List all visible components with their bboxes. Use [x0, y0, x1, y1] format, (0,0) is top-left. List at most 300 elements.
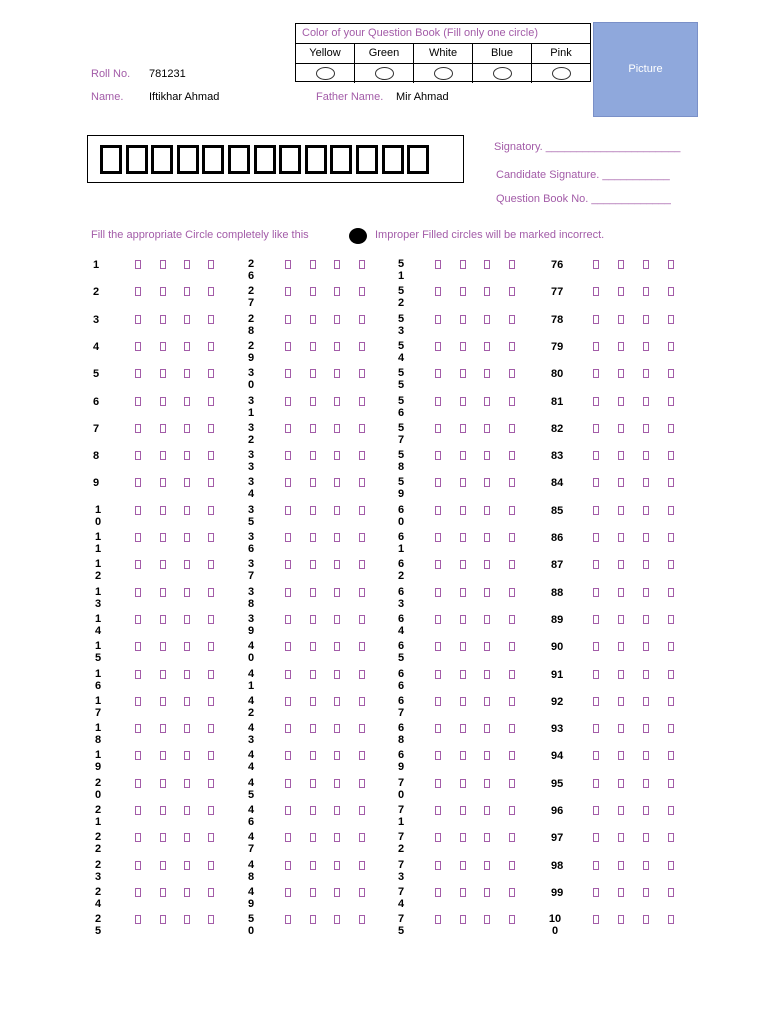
answer-option-box[interactable] — [509, 751, 515, 760]
answer-option-box[interactable] — [643, 451, 649, 460]
answer-option-box[interactable] — [593, 506, 599, 515]
answer-option-box[interactable] — [668, 397, 674, 406]
answer-option-box[interactable] — [285, 451, 291, 460]
answer-option-box[interactable] — [184, 833, 190, 842]
answer-option-box[interactable] — [593, 833, 599, 842]
answer-option-box[interactable] — [643, 833, 649, 842]
roll-digit-box[interactable] — [356, 145, 378, 174]
answer-option-box[interactable] — [643, 888, 649, 897]
answer-option-box[interactable] — [593, 806, 599, 815]
answer-option-box[interactable] — [160, 451, 166, 460]
answer-option-box[interactable] — [509, 642, 515, 651]
answer-option-box[interactable] — [643, 588, 649, 597]
answer-option-box[interactable] — [668, 915, 674, 924]
answer-option-box[interactable] — [184, 451, 190, 460]
answer-option-box[interactable] — [593, 615, 599, 624]
answer-option-box[interactable] — [643, 642, 649, 651]
answer-option-box[interactable] — [208, 315, 214, 324]
answer-option-box[interactable] — [618, 588, 624, 597]
answer-option-box[interactable] — [509, 806, 515, 815]
answer-option-box[interactable] — [484, 506, 490, 515]
answer-option-box[interactable] — [334, 751, 340, 760]
roll-digit-box[interactable] — [202, 145, 224, 174]
answer-option-box[interactable] — [359, 533, 365, 542]
answer-option-box[interactable] — [285, 287, 291, 296]
answer-option-box[interactable] — [334, 506, 340, 515]
answer-option-box[interactable] — [184, 888, 190, 897]
answer-option-box[interactable] — [593, 397, 599, 406]
answer-option-box[interactable] — [509, 615, 515, 624]
answer-option-box[interactable] — [208, 397, 214, 406]
answer-option-box[interactable] — [135, 342, 141, 351]
answer-option-box[interactable] — [310, 806, 316, 815]
answer-option-box[interactable] — [484, 861, 490, 870]
answer-option-box[interactable] — [160, 315, 166, 324]
answer-option-box[interactable] — [460, 260, 466, 269]
answer-option-box[interactable] — [593, 287, 599, 296]
answer-option-box[interactable] — [643, 506, 649, 515]
answer-option-box[interactable] — [359, 560, 365, 569]
answer-option-box[interactable] — [484, 369, 490, 378]
answer-option-box[interactable] — [435, 342, 441, 351]
answer-option-box[interactable] — [509, 670, 515, 679]
answer-option-box[interactable] — [618, 779, 624, 788]
answer-option-box[interactable] — [285, 615, 291, 624]
answer-option-box[interactable] — [334, 451, 340, 460]
answer-option-box[interactable] — [593, 724, 599, 733]
answer-option-box[interactable] — [460, 560, 466, 569]
answer-option-box[interactable] — [285, 861, 291, 870]
answer-option-box[interactable] — [135, 615, 141, 624]
answer-option-box[interactable] — [618, 533, 624, 542]
answer-option-box[interactable] — [310, 751, 316, 760]
answer-option-box[interactable] — [208, 506, 214, 515]
answer-option-box[interactable] — [334, 315, 340, 324]
answer-option-box[interactable] — [435, 451, 441, 460]
answer-option-box[interactable] — [359, 615, 365, 624]
answer-option-box[interactable] — [509, 779, 515, 788]
answer-option-box[interactable] — [184, 506, 190, 515]
answer-option-box[interactable] — [618, 287, 624, 296]
answer-option-box[interactable] — [460, 397, 466, 406]
answer-option-box[interactable] — [285, 369, 291, 378]
answer-option-box[interactable] — [509, 287, 515, 296]
answer-option-box[interactable] — [460, 861, 466, 870]
answer-option-box[interactable] — [160, 615, 166, 624]
answer-option-box[interactable] — [509, 260, 515, 269]
answer-option-box[interactable] — [460, 588, 466, 597]
answer-option-box[interactable] — [334, 724, 340, 733]
answer-option-box[interactable] — [160, 642, 166, 651]
roll-digit-box[interactable] — [151, 145, 173, 174]
answer-option-box[interactable] — [310, 342, 316, 351]
answer-option-box[interactable] — [618, 315, 624, 324]
answer-option-box[interactable] — [184, 697, 190, 706]
answer-option-box[interactable] — [484, 615, 490, 624]
answer-option-box[interactable] — [484, 888, 490, 897]
answer-option-box[interactable] — [184, 397, 190, 406]
answer-option-box[interactable] — [435, 751, 441, 760]
answer-option-box[interactable] — [135, 533, 141, 542]
answer-option-box[interactable] — [668, 833, 674, 842]
answer-option-box[interactable] — [160, 397, 166, 406]
answer-option-box[interactable] — [618, 833, 624, 842]
answer-option-box[interactable] — [359, 697, 365, 706]
answer-option-box[interactable] — [160, 506, 166, 515]
answer-option-box[interactable] — [593, 642, 599, 651]
answer-option-box[interactable] — [643, 424, 649, 433]
answer-option-box[interactable] — [359, 315, 365, 324]
answer-option-box[interactable] — [509, 588, 515, 597]
answer-option-box[interactable] — [618, 560, 624, 569]
answer-option-box[interactable] — [460, 915, 466, 924]
answer-option-box[interactable] — [359, 506, 365, 515]
answer-option-box[interactable] — [208, 833, 214, 842]
answer-option-box[interactable] — [509, 724, 515, 733]
answer-option-box[interactable] — [668, 615, 674, 624]
answer-option-box[interactable] — [435, 806, 441, 815]
answer-option-box[interactable] — [334, 560, 340, 569]
answer-option-box[interactable] — [208, 779, 214, 788]
answer-option-box[interactable] — [208, 369, 214, 378]
answer-option-box[interactable] — [135, 260, 141, 269]
answer-option-box[interactable] — [460, 506, 466, 515]
answer-option-box[interactable] — [593, 478, 599, 487]
answer-option-box[interactable] — [509, 315, 515, 324]
answer-option-box[interactable] — [359, 478, 365, 487]
answer-option-box[interactable] — [208, 588, 214, 597]
answer-option-box[interactable] — [618, 697, 624, 706]
answer-option-box[interactable] — [160, 724, 166, 733]
answer-option-box[interactable] — [643, 615, 649, 624]
answer-option-box[interactable] — [310, 642, 316, 651]
answer-option-box[interactable] — [668, 342, 674, 351]
answer-option-box[interactable] — [435, 397, 441, 406]
answer-option-box[interactable] — [460, 287, 466, 296]
answer-option-box[interactable] — [435, 724, 441, 733]
answer-option-box[interactable] — [310, 424, 316, 433]
answer-option-box[interactable] — [359, 670, 365, 679]
roll-digit-box[interactable] — [228, 145, 250, 174]
answer-option-box[interactable] — [184, 915, 190, 924]
answer-option-box[interactable] — [359, 342, 365, 351]
answer-option-box[interactable] — [160, 697, 166, 706]
answer-option-box[interactable] — [184, 342, 190, 351]
answer-option-box[interactable] — [135, 861, 141, 870]
answer-option-box[interactable] — [285, 806, 291, 815]
answer-option-box[interactable] — [359, 369, 365, 378]
answer-option-box[interactable] — [285, 888, 291, 897]
answer-option-box[interactable] — [484, 260, 490, 269]
answer-option-box[interactable] — [435, 287, 441, 296]
answer-option-box[interactable] — [509, 451, 515, 460]
answer-option-box[interactable] — [668, 260, 674, 269]
answer-option-box[interactable] — [184, 615, 190, 624]
answer-option-box[interactable] — [285, 478, 291, 487]
answer-option-box[interactable] — [208, 533, 214, 542]
answer-option-box[interactable] — [484, 315, 490, 324]
answer-option-box[interactable] — [359, 260, 365, 269]
answer-option-box[interactable] — [509, 888, 515, 897]
answer-option-box[interactable] — [184, 642, 190, 651]
answer-option-box[interactable] — [334, 342, 340, 351]
answer-option-box[interactable] — [160, 342, 166, 351]
roll-digit-box[interactable] — [126, 145, 148, 174]
answer-option-box[interactable] — [310, 315, 316, 324]
answer-option-box[interactable] — [668, 451, 674, 460]
answer-option-box[interactable] — [460, 369, 466, 378]
answer-option-box[interactable] — [135, 588, 141, 597]
roll-digit-box[interactable] — [279, 145, 301, 174]
answer-option-box[interactable] — [184, 533, 190, 542]
color-white-circle[interactable] — [434, 67, 453, 80]
answer-option-box[interactable] — [208, 697, 214, 706]
answer-option-box[interactable] — [643, 287, 649, 296]
answer-option-box[interactable] — [285, 670, 291, 679]
answer-option-box[interactable] — [184, 315, 190, 324]
answer-option-box[interactable] — [359, 642, 365, 651]
roll-digit-box[interactable] — [177, 145, 199, 174]
answer-option-box[interactable] — [643, 670, 649, 679]
answer-option-box[interactable] — [160, 915, 166, 924]
answer-option-box[interactable] — [509, 861, 515, 870]
answer-option-box[interactable] — [668, 642, 674, 651]
answer-option-box[interactable] — [618, 260, 624, 269]
answer-option-box[interactable] — [593, 861, 599, 870]
answer-option-box[interactable] — [208, 642, 214, 651]
answer-option-box[interactable] — [184, 588, 190, 597]
answer-option-box[interactable] — [135, 424, 141, 433]
answer-option-box[interactable] — [484, 287, 490, 296]
answer-option-box[interactable] — [460, 697, 466, 706]
answer-option-box[interactable] — [460, 888, 466, 897]
answer-option-box[interactable] — [359, 424, 365, 433]
answer-option-box[interactable] — [135, 915, 141, 924]
answer-option-box[interactable] — [593, 342, 599, 351]
answer-option-box[interactable] — [435, 260, 441, 269]
answer-option-box[interactable] — [208, 888, 214, 897]
answer-option-box[interactable] — [160, 533, 166, 542]
answer-option-box[interactable] — [484, 915, 490, 924]
answer-option-box[interactable] — [359, 888, 365, 897]
answer-option-box[interactable] — [460, 724, 466, 733]
answer-option-box[interactable] — [593, 779, 599, 788]
answer-option-box[interactable] — [310, 588, 316, 597]
answer-option-box[interactable] — [285, 915, 291, 924]
answer-option-box[interactable] — [334, 888, 340, 897]
answer-option-box[interactable] — [310, 724, 316, 733]
answer-option-box[interactable] — [668, 888, 674, 897]
answer-option-box[interactable] — [460, 751, 466, 760]
answer-option-box[interactable] — [484, 560, 490, 569]
answer-option-box[interactable] — [285, 424, 291, 433]
answer-option-box[interactable] — [593, 888, 599, 897]
answer-option-box[interactable] — [310, 260, 316, 269]
answer-option-box[interactable] — [435, 833, 441, 842]
answer-option-box[interactable] — [208, 724, 214, 733]
answer-option-box[interactable] — [484, 697, 490, 706]
answer-option-box[interactable] — [460, 670, 466, 679]
answer-option-box[interactable] — [643, 724, 649, 733]
answer-option-box[interactable] — [668, 697, 674, 706]
answer-option-box[interactable] — [460, 315, 466, 324]
answer-option-box[interactable] — [593, 260, 599, 269]
answer-option-box[interactable] — [509, 697, 515, 706]
answer-option-box[interactable] — [509, 833, 515, 842]
answer-option-box[interactable] — [435, 861, 441, 870]
answer-option-box[interactable] — [618, 451, 624, 460]
answer-option-box[interactable] — [310, 369, 316, 378]
answer-option-box[interactable] — [285, 342, 291, 351]
answer-option-box[interactable] — [310, 861, 316, 870]
answer-option-box[interactable] — [484, 451, 490, 460]
answer-option-box[interactable] — [310, 888, 316, 897]
answer-option-box[interactable] — [334, 478, 340, 487]
answer-option-box[interactable] — [509, 915, 515, 924]
answer-option-box[interactable] — [359, 779, 365, 788]
answer-option-box[interactable] — [435, 697, 441, 706]
answer-option-box[interactable] — [509, 369, 515, 378]
answer-option-box[interactable] — [668, 806, 674, 815]
answer-option-box[interactable] — [618, 670, 624, 679]
answer-option-box[interactable] — [208, 260, 214, 269]
answer-option-box[interactable] — [618, 478, 624, 487]
answer-option-box[interactable] — [160, 424, 166, 433]
answer-option-box[interactable] — [643, 397, 649, 406]
answer-option-box[interactable] — [208, 560, 214, 569]
answer-option-box[interactable] — [208, 670, 214, 679]
answer-option-box[interactable] — [160, 888, 166, 897]
answer-option-box[interactable] — [359, 915, 365, 924]
answer-option-box[interactable] — [208, 861, 214, 870]
answer-option-box[interactable] — [184, 424, 190, 433]
answer-option-box[interactable] — [208, 342, 214, 351]
roll-digit-box[interactable] — [330, 145, 352, 174]
answer-option-box[interactable] — [208, 751, 214, 760]
answer-option-box[interactable] — [593, 670, 599, 679]
answer-option-box[interactable] — [435, 424, 441, 433]
answer-option-box[interactable] — [618, 751, 624, 760]
answer-option-box[interactable] — [334, 670, 340, 679]
answer-option-box[interactable] — [460, 424, 466, 433]
answer-option-box[interactable] — [135, 287, 141, 296]
answer-option-box[interactable] — [285, 779, 291, 788]
answer-option-box[interactable] — [435, 506, 441, 515]
answer-option-box[interactable] — [593, 533, 599, 542]
answer-option-box[interactable] — [643, 697, 649, 706]
answer-option-box[interactable] — [435, 888, 441, 897]
answer-option-box[interactable] — [509, 478, 515, 487]
answer-option-box[interactable] — [160, 833, 166, 842]
roll-digit-box[interactable] — [305, 145, 327, 174]
answer-option-box[interactable] — [334, 533, 340, 542]
answer-option-box[interactable] — [484, 533, 490, 542]
answer-option-box[interactable] — [285, 506, 291, 515]
answer-option-box[interactable] — [184, 806, 190, 815]
answer-option-box[interactable] — [668, 779, 674, 788]
answer-option-box[interactable] — [285, 315, 291, 324]
answer-option-box[interactable] — [310, 670, 316, 679]
answer-option-box[interactable] — [160, 287, 166, 296]
answer-option-box[interactable] — [618, 724, 624, 733]
answer-option-box[interactable] — [643, 861, 649, 870]
answer-option-box[interactable] — [618, 806, 624, 815]
answer-option-box[interactable] — [435, 315, 441, 324]
answer-option-box[interactable] — [509, 560, 515, 569]
answer-option-box[interactable] — [285, 751, 291, 760]
answer-option-box[interactable] — [668, 424, 674, 433]
answer-option-box[interactable] — [484, 779, 490, 788]
answer-option-box[interactable] — [334, 861, 340, 870]
roll-digit-box[interactable] — [254, 145, 276, 174]
answer-option-box[interactable] — [135, 506, 141, 515]
answer-option-box[interactable] — [460, 642, 466, 651]
answer-option-box[interactable] — [618, 342, 624, 351]
answer-option-box[interactable] — [668, 287, 674, 296]
answer-option-box[interactable] — [643, 260, 649, 269]
answer-option-box[interactable] — [208, 478, 214, 487]
answer-option-box[interactable] — [435, 642, 441, 651]
answer-option-box[interactable] — [135, 779, 141, 788]
color-pink-circle[interactable] — [552, 67, 571, 80]
answer-option-box[interactable] — [135, 478, 141, 487]
answer-option-box[interactable] — [285, 588, 291, 597]
answer-option-box[interactable] — [135, 397, 141, 406]
answer-option-box[interactable] — [285, 697, 291, 706]
answer-option-box[interactable] — [435, 615, 441, 624]
answer-option-box[interactable] — [184, 779, 190, 788]
answer-option-box[interactable] — [435, 560, 441, 569]
answer-option-box[interactable] — [509, 397, 515, 406]
answer-option-box[interactable] — [184, 724, 190, 733]
answer-option-box[interactable] — [285, 560, 291, 569]
answer-option-box[interactable] — [135, 806, 141, 815]
answer-option-box[interactable] — [460, 806, 466, 815]
color-green-circle[interactable] — [375, 67, 394, 80]
answer-option-box[interactable] — [310, 560, 316, 569]
answer-option-box[interactable] — [668, 861, 674, 870]
answer-option-box[interactable] — [484, 724, 490, 733]
answer-option-box[interactable] — [334, 615, 340, 624]
answer-option-box[interactable] — [285, 533, 291, 542]
answer-option-box[interactable] — [285, 397, 291, 406]
answer-option-box[interactable] — [618, 424, 624, 433]
answer-option-box[interactable] — [643, 315, 649, 324]
answer-option-box[interactable] — [435, 478, 441, 487]
answer-option-box[interactable] — [484, 588, 490, 597]
answer-option-box[interactable] — [160, 806, 166, 815]
answer-option-box[interactable] — [135, 724, 141, 733]
answer-option-box[interactable] — [160, 779, 166, 788]
answer-option-box[interactable] — [618, 861, 624, 870]
answer-option-box[interactable] — [643, 806, 649, 815]
answer-option-box[interactable] — [160, 478, 166, 487]
answer-option-box[interactable] — [208, 915, 214, 924]
answer-option-box[interactable] — [334, 915, 340, 924]
answer-option-box[interactable] — [435, 915, 441, 924]
answer-option-box[interactable] — [484, 751, 490, 760]
answer-option-box[interactable] — [593, 751, 599, 760]
answer-option-box[interactable] — [593, 451, 599, 460]
answer-option-box[interactable] — [208, 287, 214, 296]
answer-option-box[interactable] — [593, 315, 599, 324]
answer-option-box[interactable] — [334, 833, 340, 842]
answer-option-box[interactable] — [593, 369, 599, 378]
answer-option-box[interactable] — [484, 397, 490, 406]
answer-option-box[interactable] — [160, 670, 166, 679]
roll-digit-box[interactable] — [407, 145, 429, 174]
answer-option-box[interactable] — [310, 779, 316, 788]
